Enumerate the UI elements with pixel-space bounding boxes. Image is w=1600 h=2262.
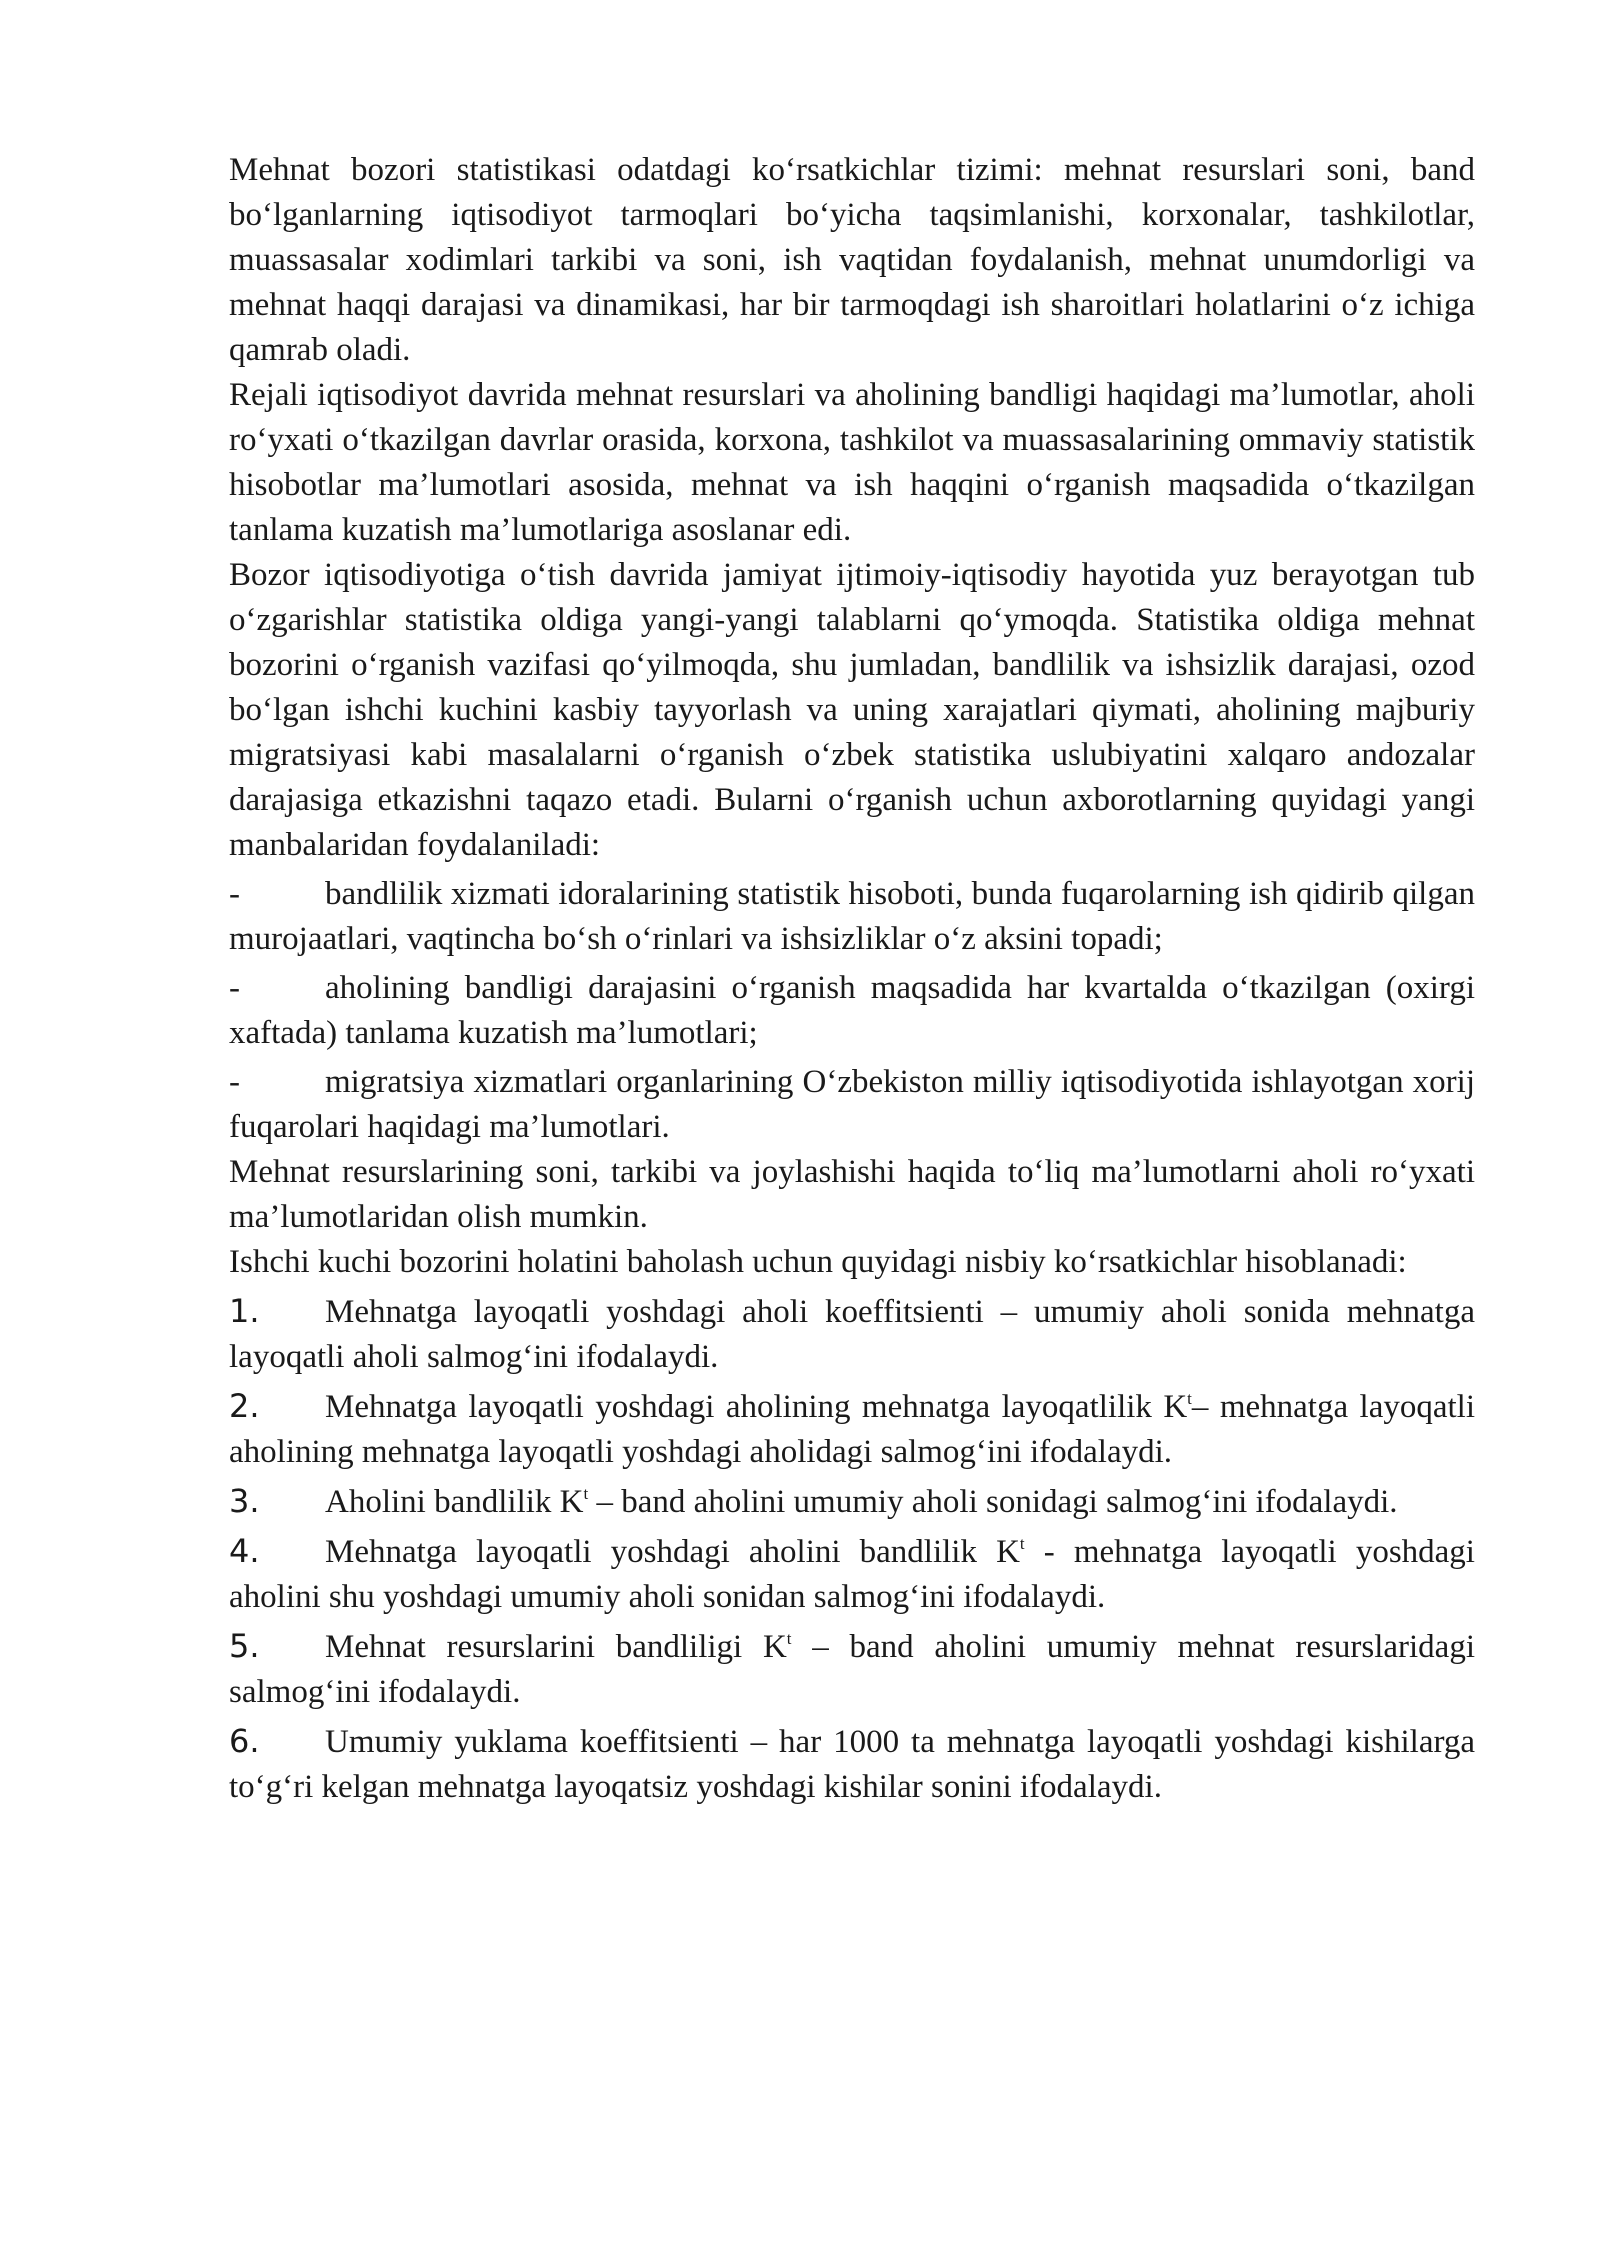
numbered-item [229, 1715, 1475, 1810]
list-item-text: aholining bandligi darajasini oʻrganish maqsadida har kvartalda oʻtkazilgan (oxirgi xaftada) tanlama kuzatish ma’lumotlari; [229, 970, 1475, 1051]
numbered-item [229, 1620, 1475, 1715]
paragraph-relative-indicators: Ishchi kuchi bozorini holatini baholash uchun quyidagi nisbiy koʻrsatkichlar hisoblanadi: [229, 1244, 1407, 1280]
numbered-item-text: Mehnatga layoqatli yoshdagi aholi koeffitsienti – umumiy aholi sonida mehnatga layoqatli aholi salmogʻini ifodalaydi. [229, 1294, 1475, 1375]
superscript: t [583, 1484, 589, 1503]
numbered-item-text: Mehnatga layoqatli yoshdagi aholini bandlilik K [325, 1534, 1020, 1570]
dash-list [229, 868, 1475, 1150]
list-item-text: migratsiya xizmatlari organlarining Oʻzbekiston milliy iqtisodiyotida ishlayotgan xorij fuqarolari haqidagi ma’lumotlari. [229, 1064, 1475, 1145]
dash-marker: - [229, 970, 240, 1006]
paragraph-planned-economy: Rejali iqtisodiyot davrida mehnat resurslari va aholining bandligi haqidagi ma’lumotlar, aholi roʻyxati oʻtkazilgan davrlar orasida, korxona, tashkilot va muassasalarining ommaviy statistik hisobotlar ma’lumotlari asosida, mehnat va ish haqqini oʻrganish maqsadida oʻtkazilgan tanlama kuzatish ma’lumotlariga asoslanar edi. [229, 377, 1475, 548]
number-marker: 6. [229, 1722, 260, 1760]
numbered-item [229, 1475, 1475, 1525]
numbered-item-text-cont: - mehnatga layoqatli yoshdagi aholini shu yoshdagi umumiy aholi sonidan salmogʻini ifodalaydi. [229, 1534, 1475, 1615]
numbered-item [229, 1380, 1475, 1475]
number-marker: 1. [229, 1292, 260, 1330]
number-marker: 3. [229, 1482, 260, 1520]
numbered-item-text-cont: – band aholini umumiy aholi sonidagi salmogʻini ifodalaydi. [588, 1484, 1398, 1520]
numbered-item-text: Umumiy yuklama koeffitsienti – har 1000 ta mehnatga layoqatli yoshdagi kishilarga toʻgʻri kelgan mehnatga layoqatsiz yoshdagi kishilar sonini ifodalaydi. [229, 1724, 1475, 1805]
number-marker: 4. [229, 1532, 260, 1570]
list-item [229, 962, 1475, 1056]
numbered-item [229, 1285, 1475, 1380]
paragraph-market-transition: Bozor iqtisodiyotiga oʻtish davrida jamiyat ijtimoiy-iqtisodiy hayotida yuz berayotgan tub oʻzgarishlar statistika oldiga yangi-yangi talablarni qoʻymoqda. Statistika oldiga mehnat bozorini oʻrganish vazifasi qoʻyilmoqda, shu jumladan, bandlilik va ishsizlik darajasi, ozod boʻlgan ishchi kuchini kasbiy tayyorlash va uning xarajatlari qiymati, aholining majburiy migratsiyasi kabi masalalarni oʻrganish oʻzbek statistika uslubiyatini xalqaro andozalar darajasiga etkazishni taqazo etadi. Bularni oʻrganish uchun axborotlarning quyidagi yangi manbalaridan foydalaniladi: [229, 557, 1475, 863]
superscript: t [1187, 1389, 1192, 1408]
numbered-list [229, 1285, 1475, 1810]
numbered-item-text: Mehnatga layoqatli yoshdagi aholining mehnatga layoqatlilik K [325, 1389, 1188, 1425]
paragraph-labor-market-indicators: Mehnat bozori statistikasi odatdagi koʻrsatkichlar tizimi: mehnat resurslari soni, band boʻlganlarning iqtisodiyot tarmoqlari boʻyicha taqsimlanishi, korxonalar, tashkilotlar, muassasalar xodimlari tarkibi va soni, ish vaqtidan foydalanish, mehnat unumdorligi va mehnat haqqi darajasi va dinamikasi, har bir tarmoqdagi ish sharoitlari holatlarini oʻz ichiga qamrab oladi. [229, 152, 1475, 368]
list-item [229, 1056, 1475, 1150]
superscript: t [786, 1629, 792, 1648]
number-marker: 5. [229, 1627, 260, 1665]
list-item [229, 868, 1475, 962]
numbered-item [229, 1525, 1475, 1620]
numbered-item-text-cont: – mehnatga layoqatli aholining mehnatga layoqatli yoshdagi aholidagi salmogʻini ifodalaydi. [229, 1389, 1475, 1470]
dash-marker: - [229, 1064, 240, 1100]
dash-marker: - [229, 876, 240, 912]
document-page [229, 148, 1475, 1810]
list-item-text: bandlilik xizmati idoralarining statistik hisoboti, bunda fuqarolarning ish qidirib qilgan murojaatlari, vaqtincha boʻsh oʻrinlari va ishsizliklar oʻz aksini topadi; [229, 876, 1475, 957]
paragraph-labor-resources: Mehnat resurslarining soni, tarkibi va joylashishi haqida toʻliq ma’lumotlarni aholi roʻyxati ma’lumotlaridan olish mumkin. [229, 1154, 1475, 1235]
number-marker: 2. [229, 1387, 260, 1425]
superscript: t [1019, 1534, 1025, 1553]
numbered-item-text-cont: – band aholini umumiy mehnat resurslaridagi salmogʻini ifodalaydi. [229, 1629, 1475, 1710]
numbered-item-text: Mehnat resurslarini bandliligi K [325, 1629, 787, 1665]
numbered-item-text: Aholini bandlilik K [325, 1484, 584, 1520]
